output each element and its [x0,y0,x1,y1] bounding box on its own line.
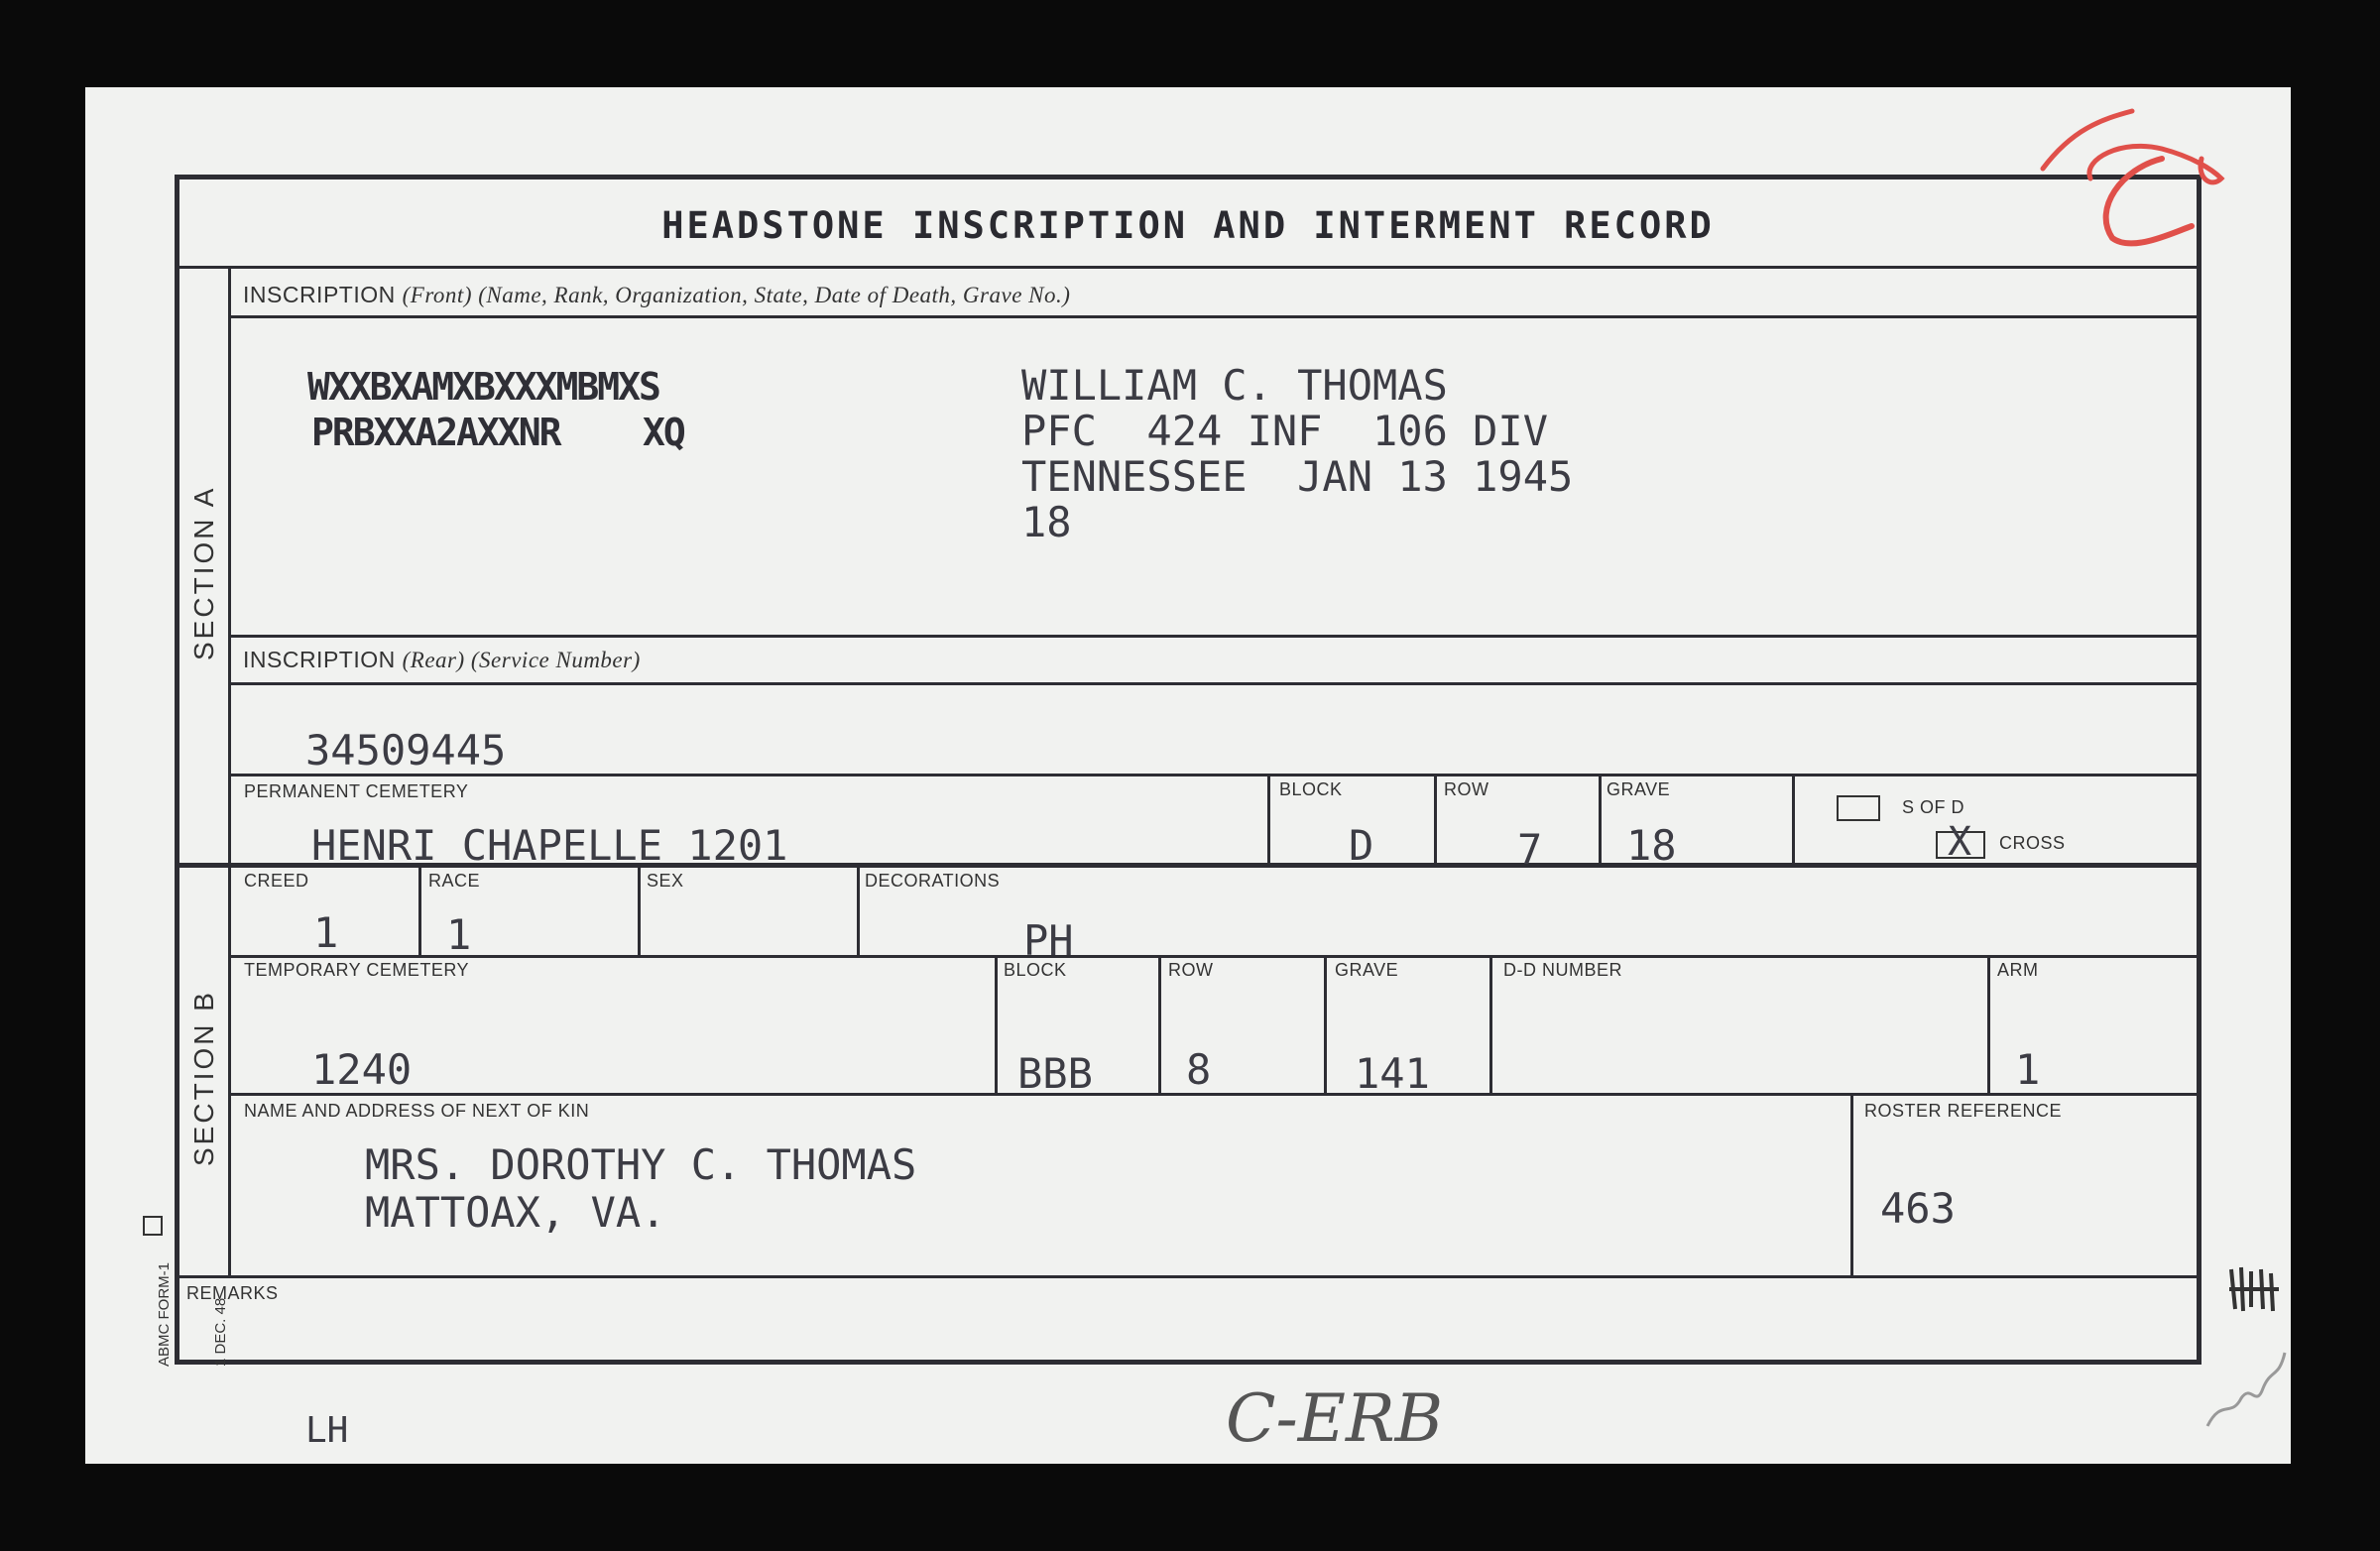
cross-check-mark: X [1948,819,1972,865]
permanent-cemetery-value: HENRI CHAPELLE 1201 [311,821,788,870]
inscription-line-1: WILLIAM C. THOMAS [1021,361,1448,410]
temporary-cemetery-label: TEMPORARY CEMETERY [244,960,470,980]
next-of-kin-label: NAME AND ADDRESS OF NEXT OF KIN [244,1101,590,1121]
kin-row-bottom [179,1275,2202,1278]
struck-text-line-1: WXXBXAMXBXXXMBMXS [307,365,659,409]
decorations-value: PH [1023,916,1074,965]
dd-number-divider [1987,956,1990,1094]
inscription-front-label [243,282,1070,308]
arm-label: ARM [1997,960,2039,980]
section-label-column-divider [228,268,231,1275]
block-label: BLOCK [1279,779,1343,799]
bottom-left-annotation: LH [305,1410,349,1451]
temp-grave-divider [1489,956,1492,1094]
block-value: D [1349,821,1374,870]
remarks-label: REMARKS [186,1283,279,1303]
s-of-d-label: S OF D [1902,797,1965,817]
permanent-cemetery-label: PERMANENT CEMETERY [244,781,469,801]
sex-divider [857,866,860,956]
inscription-line-2: PFC 424 INF 106 DIV [1021,407,1549,455]
edge-stamp-mark [2221,1259,2291,1329]
struck-text-line-2: PRBXXA2AXXNR XQ [311,411,684,454]
rear-label-divider [230,682,2202,685]
form-number [117,1262,249,1367]
perm-cemetery-divider [1267,775,1270,864]
creed-value: 1 [313,908,339,957]
temp-block-label: BLOCK [1004,960,1067,980]
block-divider [1434,775,1437,864]
race-label: RACE [428,871,481,891]
race-value: 1 [446,910,472,959]
race-divider [638,866,641,956]
row-divider [1599,775,1602,864]
next-of-kin-line-1: MRS. DOROTHY C. THOMAS [365,1140,917,1189]
section-a-label: SECTION A [188,485,219,660]
roster-reference-value: 463 [1880,1184,1956,1233]
temp-grave-value: 141 [1355,1049,1430,1098]
grave-divider [1792,775,1795,864]
creed-label: CREED [244,871,309,891]
grave-label: GRAVE [1606,779,1671,799]
front-inscription-bottom [230,635,2202,638]
roster-reference-label: ROSTER REFERENCE [1864,1101,2063,1121]
kin-divider [1850,1094,1853,1276]
bottom-center-annotation: C-ERB [1226,1380,1444,1457]
temp-grave-label: GRAVE [1335,960,1399,980]
form-number-line-1: ABMC FORM-1 [156,1262,173,1367]
temp-block-value: BBB [1017,1049,1093,1098]
creed-divider [418,866,421,956]
form-title: HEADSTONE INSCRIPTION AND INTERMENT RECORD [661,204,1715,247]
temp-row-label: ROW [1168,960,1214,980]
form-number-line-2: 1 DEC. 48 [212,1297,229,1367]
inscription-rear-label [243,647,641,673]
sex-label: SEX [647,871,684,891]
inscription-front-hint: (Front) (Name, Rank, Organization, State, Date of Death, Grave No.) [402,283,1071,307]
next-of-kin-line-2: MATTOAX, VA. [365,1188,666,1237]
inscription-rear-label-text: INSCRIPTION [243,647,396,672]
title-divider [179,266,2197,269]
temp-block-divider [1158,956,1161,1094]
inscription-line-4: 18 [1021,498,1072,546]
decorations-label: DECORATIONS [865,871,1001,891]
cross-label: CROSS [1999,833,2066,853]
creed-row-bottom [230,955,2202,958]
temporary-cemetery-value: 1240 [311,1045,413,1094]
temp-row-bottom [230,1093,2202,1096]
dd-number-label: D-D NUMBER [1503,960,1622,980]
front-label-divider [230,315,2202,318]
s-of-d-checkbox[interactable] [1837,795,1880,821]
inscription-line-3: TENNESSEE JAN 13 1945 [1021,452,1574,501]
temp-row-value: 8 [1186,1045,1212,1094]
inscription-rear-hint: (Rear) (Service Number) [402,648,641,672]
arm-value: 1 [2015,1045,2041,1094]
row-value: 7 [1517,825,1543,874]
row-label: ROW [1444,779,1489,799]
form-number-checkbox [143,1216,163,1236]
red-handwritten-mark [2013,99,2231,258]
grave-value: 18 [1626,821,1677,870]
inscription-front-label-text: INSCRIPTION [243,282,396,307]
pencil-scribble-mark [2202,1339,2291,1438]
cemetery-row-top [230,774,2202,776]
service-number: 34509445 [305,726,507,775]
temp-row-divider [1324,956,1327,1094]
temp-cemetery-divider [995,956,998,1094]
section-b-label: SECTION B [188,990,219,1166]
